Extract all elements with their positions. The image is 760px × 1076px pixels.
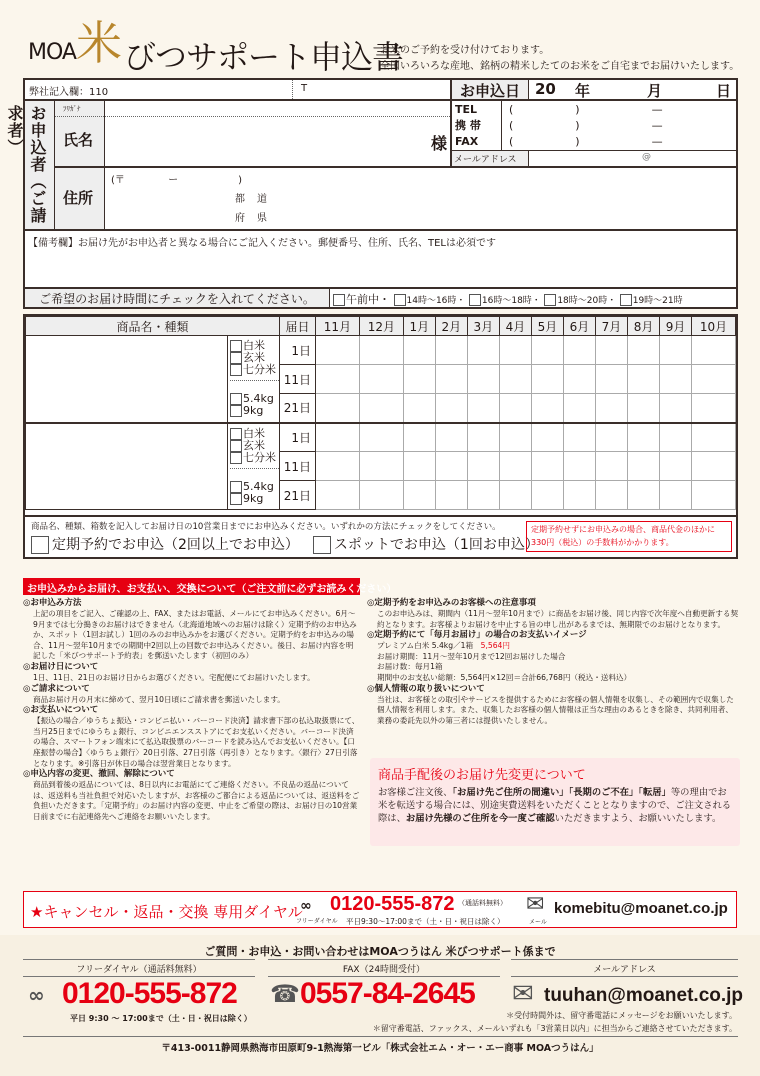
month-quantity-cell[interactable] [563, 423, 595, 452]
page-title: びつサポート申込書 [124, 38, 404, 76]
month-quantity-cell[interactable] [531, 365, 563, 394]
header-product-name: 商品名・種類 [26, 317, 280, 336]
month-quantity-cell[interactable] [595, 336, 627, 365]
weight-option[interactable]: 9kg [230, 493, 279, 505]
order-note: 商品名、種類、箱数を記入してお届け日の10営業日までにお申込みください。いずれかの方法にチェックをしてください。 [31, 522, 501, 532]
month-quantity-cell[interactable] [531, 394, 563, 423]
tel-input[interactable]: ( ) — [509, 103, 663, 116]
month-quantity-cell[interactable] [316, 365, 360, 394]
month-quantity-cell[interactable] [660, 394, 692, 423]
month-quantity-cell[interactable] [660, 423, 692, 452]
name-input[interactable] [105, 101, 452, 168]
month-quantity-cell[interactable] [359, 336, 403, 365]
email-input[interactable]: @ [642, 152, 651, 162]
fax-number[interactable]: 0557-84-2645 [300, 977, 475, 1010]
info-heading: ◎個人情報の取り扱いについて [367, 683, 485, 694]
fee-note: 定期予約せずにお申込みの場合、商品代金のほかに 330円（税込）の手数料がかかります。 [526, 521, 732, 552]
time-option[interactable]: 午前中・ [333, 293, 390, 306]
delivery-time-label: ご希望のお届け時間にチェックを入れてください。 [25, 289, 330, 307]
time-option[interactable]: 14時〜16時・ [394, 293, 466, 306]
month-quantity-cell[interactable] [359, 452, 403, 481]
header-month: 11月 [316, 317, 360, 336]
spot-order-option[interactable]: スポットでお申込（1回お申込） [313, 537, 539, 553]
footer-email-link[interactable]: tuuhan@moanet.co.jp [544, 985, 744, 1006]
month-quantity-cell[interactable] [359, 423, 403, 452]
email-label: メールアドレス [452, 151, 529, 166]
product-table [23, 314, 738, 559]
office-use-field[interactable] [25, 80, 452, 101]
month-quantity-cell[interactable] [403, 394, 435, 423]
tel-label: TEL [455, 103, 478, 116]
header-month: 9月 [660, 317, 692, 336]
month-quantity-cell[interactable] [531, 423, 563, 452]
month-quantity-cell[interactable] [531, 336, 563, 365]
address-label: 住所 [55, 168, 105, 231]
month-quantity-cell[interactable] [403, 481, 435, 510]
company-address: 〒413-0011静岡県熱海市田原町9-1熱海第一ビル「株式会社エム・オー・エー商事 MOAつうはん」 [161, 1043, 599, 1054]
product-type-options [228, 336, 280, 423]
month-quantity-cell[interactable] [316, 452, 360, 481]
fax-icon: ☎ [270, 980, 300, 1008]
weight-option[interactable]: 5.4kg [230, 393, 279, 405]
rice-type-option[interactable]: 七分米 [230, 452, 279, 464]
month-quantity-cell[interactable] [628, 452, 660, 481]
address-input[interactable] [105, 168, 736, 231]
header-month: 2月 [435, 317, 467, 336]
brand-moa: MOA [28, 40, 76, 65]
freedial-label: フリーダイヤル（通話料無料） [76, 965, 202, 975]
regular-order-option[interactable]: 定期予約でお申込（2回以上でお申込） [31, 537, 299, 553]
month-quantity-cell[interactable] [660, 365, 692, 394]
free-call-note: （通話料無料） [458, 899, 507, 907]
month-quantity-cell[interactable] [563, 394, 595, 423]
info-heading: ◎お支払いについて [23, 705, 99, 716]
info-text: 当社は、お客様との取引やサービスを提供するためにお客様の個人情報を収集し、その範囲内で収集した個人情報を利用します。また、収集したお客様の個人情報は正当な理由のあるときを除き、共同利用者、業務の委託先以外の第三者には提供いたしません。 [377, 694, 734, 725]
cancel-email-link[interactable]: komebitu@moanet.co.jp [554, 900, 728, 917]
furigana-label: ﾌﾘｶﾞﾅ [55, 101, 104, 117]
mobile-input[interactable]: ( ) — [509, 119, 663, 132]
month-quantity-cell[interactable] [435, 481, 467, 510]
header-month: 1月 [403, 317, 435, 336]
applicant-label: お申込者（ご請求者） [25, 101, 55, 231]
dou-label: 道 [257, 194, 267, 205]
rice-type-option[interactable]: 玄米 [230, 440, 279, 452]
info-heading: ◎定期予約をお申込みのお客様への注意事項 [367, 598, 536, 608]
rice-type-option[interactable]: 白米 [230, 428, 279, 440]
mail-icon: ✉ [512, 979, 534, 1009]
info-text: 上記の項目をご記入、ご確認の上、FAX、またはお電話、メールにてお申込みください。6月〜9月までは七分搗きのお届けはできません（北海道地域へのお届けは除く）定期予約のお申込みか、スポット（1回お試し）1回のみのお申込みかをお選びください。定期予約をお申込みの場合、11月〜翌年10月までの期間中2回以上の回数でお申込みください。後日、お届け内容を明記した「米びつサポート予約表」を郵送いたします（初回のみ） [33, 609, 357, 661]
delivery-day: 21日 [280, 481, 316, 510]
time-option[interactable]: 19時〜21時 [620, 293, 683, 306]
year-prefix: 20 [535, 80, 556, 98]
sama-label: 様 [430, 134, 447, 153]
month-quantity-cell[interactable] [359, 394, 403, 423]
delivery-day: 1日 [280, 423, 316, 452]
header-month: 10月 [692, 317, 736, 336]
mail-caption: メール [529, 919, 547, 926]
header-month: 3月 [467, 317, 499, 336]
fax-label: FAX（24時間受付） [342, 965, 426, 975]
month-quantity-cell[interactable] [435, 452, 467, 481]
month-quantity-cell[interactable] [467, 423, 499, 452]
info-section-title: お申込みからお届け、お支払い、交換について（ご注文前に必ずお読みください） [23, 578, 360, 595]
month-quantity-cell[interactable] [563, 452, 595, 481]
mobile-label: 携 帯 [455, 119, 481, 132]
month-quantity-cell[interactable] [499, 394, 531, 423]
delivery-day: 1日 [280, 336, 316, 365]
month-quantity-cell[interactable] [692, 365, 736, 394]
time-option[interactable]: 18時〜20時・ [544, 293, 616, 306]
day-label: 日 [716, 82, 732, 100]
footer-contact [0, 935, 760, 1076]
cancel-dial-box [23, 891, 737, 928]
month-quantity-cell[interactable] [595, 452, 627, 481]
info-heading: ◎お届け日について [23, 661, 99, 672]
info-text: プレミアム白米 5.4kg／1箱 5,564円 お届け期間：11月〜翌年10月まで12回お届けした場合 お届け数：毎月1箱 期間中のお支払い総額：5,564円×12回＝合計66,768円（税込・送料込） [377, 641, 632, 682]
postal-code-field[interactable]: (〒 ー ) [111, 175, 242, 186]
furigana-input[interactable] [105, 101, 450, 117]
product-row [26, 336, 736, 365]
month-quantity-cell[interactable] [403, 336, 435, 365]
footer-notes: ＊受付時間外は、留守番電話にメッセージをお願いいたします。 ＊留守番電話、ファックス、メールいずれも「3営業日以内」に担当からご連絡させていただきます。 [372, 1011, 737, 1033]
month-quantity-cell[interactable] [531, 481, 563, 510]
month-quantity-cell[interactable] [499, 365, 531, 394]
to-label: 都 [235, 194, 245, 205]
month-quantity-cell[interactable] [628, 481, 660, 510]
header-delivery-day: 届日 [280, 317, 316, 336]
month-quantity-cell[interactable] [660, 481, 692, 510]
product-name-input[interactable] [26, 336, 228, 423]
cancel-dial-label: ★キャンセル・返品・交換 専用ダイヤル [30, 903, 303, 921]
delivery-day: 21日 [280, 394, 316, 423]
rice-type-option[interactable]: 白米 [230, 340, 279, 352]
month-quantity-cell[interactable] [435, 394, 467, 423]
month-quantity-cell[interactable] [359, 365, 403, 394]
month-quantity-cell[interactable] [467, 452, 499, 481]
month-quantity-cell[interactable] [563, 336, 595, 365]
month-quantity-cell[interactable] [595, 481, 627, 510]
month-quantity-cell[interactable] [531, 452, 563, 481]
month-quantity-cell[interactable] [595, 365, 627, 394]
product-type-options [228, 423, 280, 510]
cancel-hours: 平日9:30〜17:00まで（土・日・祝日は除く） [346, 917, 505, 926]
month-label: 月 [647, 82, 663, 100]
month-quantity-cell[interactable] [435, 336, 467, 365]
month-quantity-cell[interactable] [660, 452, 692, 481]
date-label: お申込日 [452, 80, 529, 101]
remarks-field[interactable] [25, 231, 736, 289]
month-quantity-cell[interactable] [467, 336, 499, 365]
month-quantity-cell[interactable] [628, 365, 660, 394]
freedial-hours: 平日 9:30 〜 17:00まで（土・日・祝日は除く） [70, 1014, 252, 1023]
remarks-label: 【備考欄】お届け先がお申込者と異なる場合にご記入ください。郵便番号、住所、氏名、TELは必須です [28, 238, 496, 249]
month-quantity-cell[interactable] [435, 365, 467, 394]
info-heading: ◎申込内容の変更、撤回、解除について [23, 769, 175, 780]
month-quantity-cell[interactable] [499, 423, 531, 452]
month-quantity-cell[interactable] [595, 394, 627, 423]
month-quantity-cell[interactable] [563, 481, 595, 510]
weight-option[interactable]: 9kg [230, 405, 279, 417]
info-heading: ◎お申込み方法 [23, 598, 82, 608]
month-quantity-cell[interactable] [316, 394, 360, 423]
office-t: T [292, 80, 315, 99]
rice-type-option[interactable]: 七分米 [230, 364, 279, 376]
month-quantity-cell[interactable] [467, 365, 499, 394]
office-label: 弊社記入欄：110 [29, 87, 109, 98]
info-heading: ◎ご請求について [23, 683, 90, 694]
freedial-caption: フリーダイヤル [296, 918, 338, 925]
month-quantity-cell[interactable] [628, 336, 660, 365]
month-quantity-cell[interactable] [499, 481, 531, 510]
info-heading: ◎定期予約にて「毎月お届け」の場合のお支払いイメージ [367, 630, 587, 641]
cancel-phone-link[interactable]: 0120-555-872 [330, 893, 455, 915]
subtitle-line-2: 全国いろいろな産地、銘柄の精米したてのお米をご自宅までお届けいたします。 [380, 61, 740, 72]
order-method [25, 515, 736, 557]
info-text: 商品お届け月の月末に締めて、翌月10日頃にご請求書を郵送いたします。 [33, 694, 285, 704]
freedial-icon: ∞ [300, 898, 312, 914]
info-right-column [367, 598, 739, 726]
applicant-form [5, 78, 738, 309]
ken-label: 県 [257, 213, 267, 224]
month-quantity-cell[interactable] [359, 481, 403, 510]
fax-input[interactable]: ( ) — [509, 135, 663, 148]
address-change-notice [370, 758, 740, 846]
fu-label: 府 [235, 213, 245, 224]
header-month: 8月 [628, 317, 660, 336]
month-quantity-cell[interactable] [316, 336, 360, 365]
month-quantity-cell[interactable] [563, 365, 595, 394]
header-month: 5月 [531, 317, 563, 336]
month-quantity-cell[interactable] [692, 423, 736, 452]
month-quantity-cell[interactable] [403, 452, 435, 481]
header-month: 4月 [499, 317, 531, 336]
name-label: 氏名 [63, 131, 94, 149]
mail-icon: ✉ [526, 892, 545, 917]
rice-type-option[interactable]: 玄米 [230, 352, 279, 364]
month-quantity-cell[interactable] [692, 481, 736, 510]
price: 5,564円 [480, 641, 510, 651]
time-option[interactable]: 16時〜18時・ [469, 293, 541, 306]
notice-text: お客様ご注文後、「お届け先ご住所の間違い」「長期のご不在」「転居」等の理由でお米を転送する場合には、別途実費送料をいただくこととなりますので、ご注文される際は、お届け先様のご住所を今一度ご確認いただきますよう、お願いいたします。 [378, 787, 732, 824]
delivery-day: 11日 [280, 365, 316, 394]
month-quantity-cell[interactable] [467, 394, 499, 423]
contact-fields [452, 101, 736, 168]
info-text: 商品到着後の返品については、8日以内にお電話にてご連絡ください。不良品の返品については、返送料も当社負担で対応いたしますが、お客様のご都合による返品については、返送料をご負担いただきます。「定期予約」のお届け内容の変更、中止をご希望の際は、お届け日の10営業日前までに右記連絡先へご連絡をお願いいたします。 [33, 780, 360, 821]
month-quantity-cell[interactable] [403, 423, 435, 452]
email-label: メールアドレス [593, 965, 656, 975]
footer-title: ご質問・お申込・お問い合わせはMOAつうはん 米びつサポート係まで [204, 945, 556, 958]
month-quantity-cell[interactable] [595, 423, 627, 452]
month-quantity-cell[interactable] [692, 336, 736, 365]
freedial-icon: ∞ [28, 983, 45, 1007]
month-quantity-cell[interactable] [692, 452, 736, 481]
info-left-column [23, 598, 360, 823]
subtitle-line-1: お米のご予約を受け付けております。 [380, 45, 550, 56]
info-text: このお申込みは、期間内（11月〜翌年10月まで）に商品をお届け後、同じ内容で次年度へ自動更新する契約となります。お客様よりお届けを中止する旨の申し出があるまでは、無期限でのお届けとなります。 [377, 609, 739, 629]
month-quantity-cell[interactable] [499, 452, 531, 481]
brand-kome-logo: 米 [76, 16, 122, 70]
name-label-cell [55, 101, 105, 168]
weight-option[interactable]: 5.4kg [230, 481, 279, 493]
month-quantity-cell[interactable] [660, 336, 692, 365]
product-name-input[interactable] [26, 423, 228, 510]
month-quantity-cell[interactable] [316, 423, 360, 452]
header-month: 6月 [563, 317, 595, 336]
notice-title: 商品手配後のお届け先変更について [378, 768, 586, 783]
fax-label: FAX [455, 135, 479, 148]
info-text: 1日、11日、21日のお届け日からお選びください。宅配便にてお届けいたします。 [33, 672, 315, 682]
month-quantity-cell[interactable] [435, 423, 467, 452]
freedial-phone-link[interactable]: 0120-555-872 [62, 977, 237, 1010]
product-row [26, 423, 736, 452]
header-month: 12月 [359, 317, 403, 336]
month-quantity-cell[interactable] [467, 481, 499, 510]
delivery-time-options [330, 289, 736, 307]
year-label: 年 [575, 82, 591, 100]
date-field[interactable] [529, 80, 736, 101]
header-subtitle [380, 43, 739, 75]
month-quantity-cell[interactable] [403, 365, 435, 394]
info-text: 【振込の場合／ゆうちょ振込・コンビニ払い・バーコード決済】請求書下部の払込取扱票にて、当月25日までにゆうちょ銀行、コンビニエンスストアにてお支払いください。バーコード決済の場合、スマートフォン端末にて払込取扱票のバーコードを読み込んでお支払いください。【口座振替の場合】〈ゆうちょ銀行〉20日引落、27日引落（再引き）となります。〈銀行〉27日引落となります。※引落日が休日の場合は翌営業日となります。 [33, 716, 360, 768]
month-quantity-cell[interactable] [628, 394, 660, 423]
month-quantity-cell[interactable] [628, 423, 660, 452]
month-quantity-cell[interactable] [692, 394, 736, 423]
header-month: 7月 [595, 317, 627, 336]
month-quantity-cell[interactable] [316, 481, 360, 510]
month-quantity-cell[interactable] [499, 336, 531, 365]
delivery-day: 11日 [280, 452, 316, 481]
